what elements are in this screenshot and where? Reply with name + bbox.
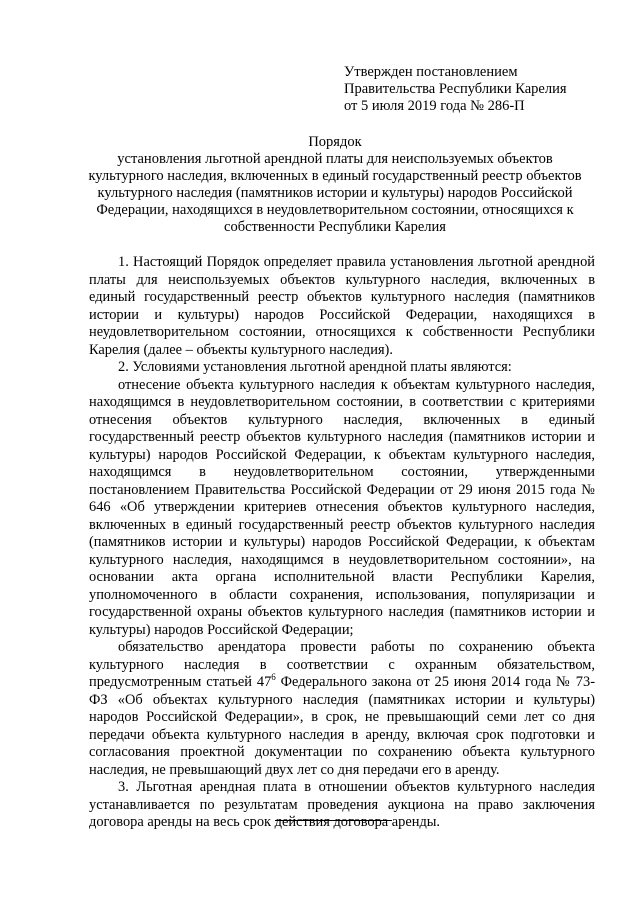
title-line-1: установления льготной арендной платы для неиспользуемых объектов	[117, 151, 553, 167]
paragraph-2: 2. Условиями установления льготной арендной платы являются:	[118, 359, 512, 375]
article-superscript: 6	[271, 672, 276, 683]
title-line-3: культурного наследия (памятников истории и культуры) народов Российской	[97, 185, 573, 201]
paragraph-5: 3. Льготная арендная плата в отношении объектов культурного наследия устанавливается по результатам проведения аукциона на право заключения договора аренды на весь срок действия договора аренды.	[89, 779, 595, 830]
approval-line-2: Правительства Республики Карелия	[344, 81, 567, 97]
paragraph-4-end: Федерального закона от 25 июня 2014 года № 73-ФЗ «Об объектах культурного наследия (памятниках истории и культуры) народов Российской Федерации», в срок, не превышающий семи лет со дня передачи объекта культурного наследия в аренду, включая срок подготовки и согласования проектной документации по сохранению объекта культурного наследия, не превышающий двух лет со дня передачи его в аренду.	[89, 674, 595, 778]
document-title	[88, 134, 582, 236]
end-separator-line	[275, 820, 392, 821]
title-line-2: культурного наследия, включенных в единый государственный реестр объектов	[88, 168, 582, 184]
paragraph-1: 1. Настоящий Порядок определяет правила установления льготной арендной платы для неиспользуемых объектов культурного наследия, включенных в единый государственный реестр объектов культурного наследия (памятников истории и культуры) народов Российской Федерации, находящихся в неудовлетворительном состоянии, относящихся к собственности Республики Карелия (далее – объекты культурного наследия).	[89, 254, 595, 358]
paragraph-4-start: обязательство арендатора провести работы по сохранению объекта культурного наследия в соответствии с охранным обязательством, предусмотренным статьей 47	[89, 639, 595, 690]
document-body	[89, 254, 595, 832]
title-line-4: Федерации, находящихся в неудовлетворительном состоянии, относящихся к	[96, 202, 574, 218]
paragraph-4	[89, 639, 595, 779]
approval-line-1: Утвержден постановлением	[344, 64, 518, 80]
approval-stamp	[344, 64, 604, 115]
title-line-5: собственности Республики Карелия	[224, 219, 446, 235]
title-heading: Порядок	[308, 134, 362, 150]
approval-line-3: от 5 июля 2019 года № 286-П	[344, 98, 525, 114]
paragraph-3: отнесение объекта культурного наследия к объектам культурного наследия, находящимся в неудовлетворительном состоянии, в соответствии с критериями отнесения объектов культурного наследия, включенных в единый государственный реестр объектов культурного наследия (памятников истории и культуры) народов Российской Федерации, к объектам культурного наследия, находящимся в неудовлетворительном состоянии, утвержденными постановлением Правительства Российской Федерации от 29 июня 2015 года № 646 «Об утверждении критериев отнесения объектов культурного наследия, включенных в единый государственный реестр объектов культурного наследия (памятников истории и культуры) народов Российской Федерации, к объектам культурного наследия, находящимся в неудовлетворительном состоянии», на основании акта органа исполнительной власти Республики Карелия, уполномоченного в области сохранения, использования, популяризации и государственной охраны объектов культурного наследия (памятников истории и культуры) народов Российской Федерации;	[89, 376, 595, 638]
